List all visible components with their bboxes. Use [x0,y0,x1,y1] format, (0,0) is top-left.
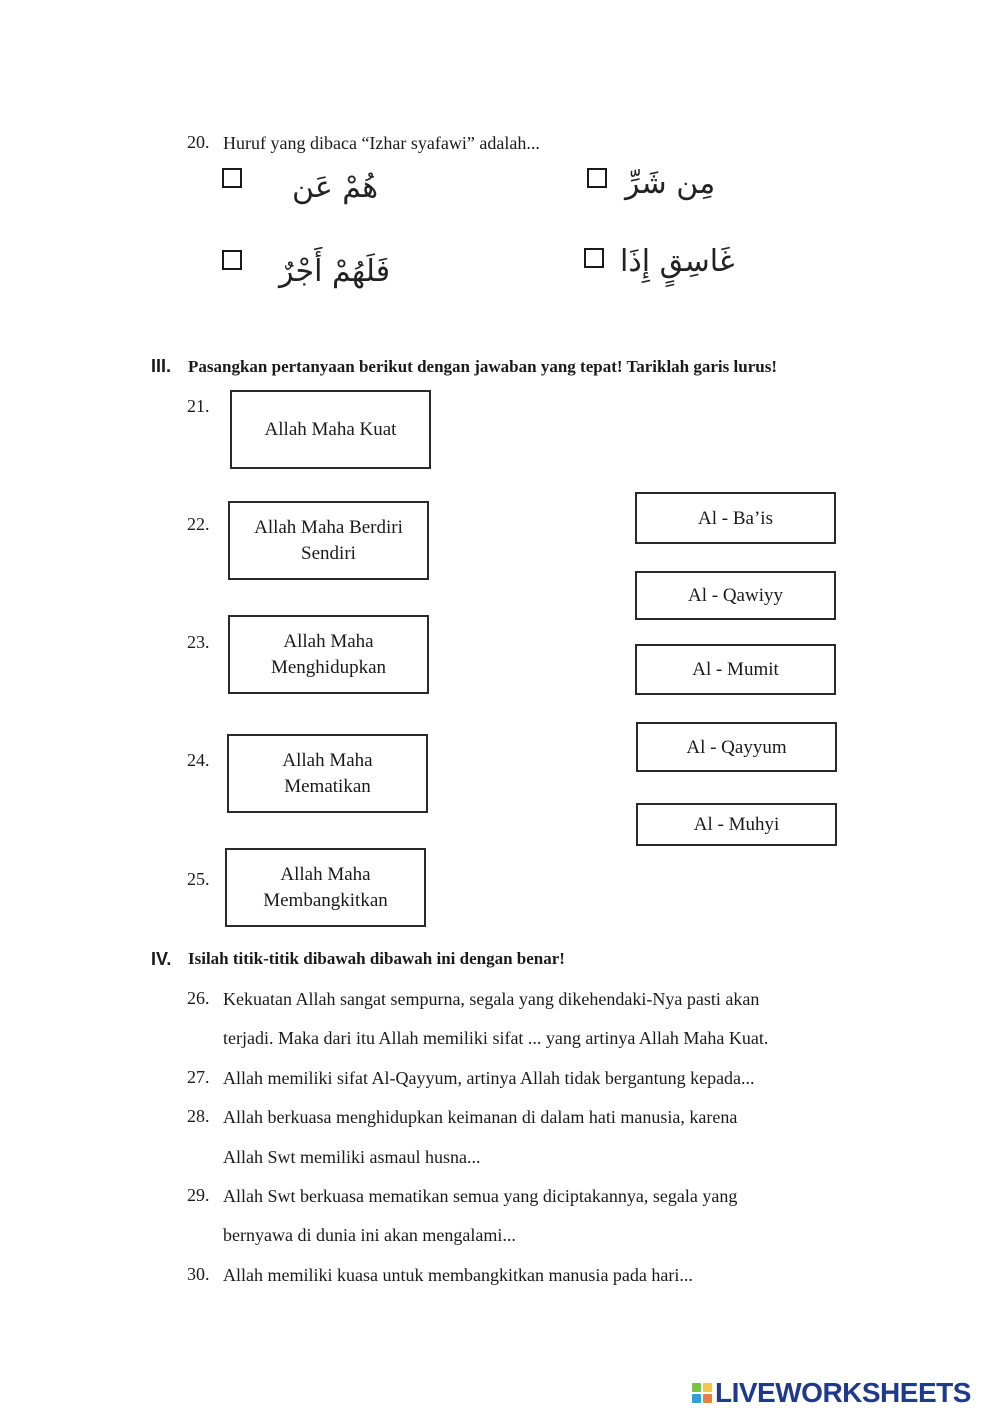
q22-box[interactable] [228,501,429,580]
q21-line1: Allah Maha Kuat [264,418,397,440]
q22-line2: Sendiri [301,542,356,564]
q26-number: 26. [187,988,210,1008]
section3-title: Pasangkan pertanyaan berikut dengan jawaban yang tepat! Tariklah garis lurus! [188,357,777,376]
q22-line1: Allah Maha Berdiri [254,516,403,538]
q25-line2: Membangkitkan [263,889,388,911]
q28-line1: Allah berkuasa menghidupkan keimanan di dalam hati manusia, karena [223,1107,738,1127]
q25-line1: Allah Maha [280,863,371,885]
q21-box[interactable] [230,390,431,469]
q20-option-1-checkbox[interactable] [222,168,242,188]
answer-box-al-qawiyy[interactable] [635,571,836,620]
q29-line1: Allah Swt berkuasa mematikan semua yang diciptakannya, segala yang [223,1186,738,1206]
q20-option-2-arabic: مِن شَرِّ [625,166,716,201]
q24-number: 24. [187,750,210,770]
q23-box[interactable] [228,615,429,694]
section4-title: Isilah titik-titik dibawah dibawah ini dengan benar! [188,949,565,968]
section3-number: III. [151,356,172,376]
q24-box[interactable] [227,734,428,813]
q20-option-1-arabic: هُمْ عَن [292,170,379,205]
answer-al-bais-label: Al - Ba’is [698,508,773,529]
section4-number: IV. [151,949,172,969]
q21-number: 21. [187,396,210,416]
liveworksheets-logo [692,1378,971,1408]
answer-al-qayyum-label: Al - Qayyum [686,737,787,758]
q23-line1: Allah Maha [283,630,374,652]
q20-option-2-checkbox[interactable] [587,168,607,188]
q22-number: 22. [187,514,210,534]
q23-number: 23. [187,632,210,652]
q29-number: 29. [187,1185,210,1205]
answer-al-muhyi-label: Al - Muhyi [693,813,780,835]
answer-al-mumit-label: Al - Mumit [692,658,779,680]
q24-line1: Allah Maha [282,749,373,771]
q27-number: 27. [187,1067,210,1087]
q29-line2: bernyawa di dunia ini akan mengalami... [223,1225,516,1245]
q24-line2: Mematikan [284,775,371,797]
liveworksheets-mark-icon [692,1383,712,1403]
q30-line1: Allah memiliki kuasa untuk membangkitkan manusia pada hari... [223,1265,693,1285]
q20-option-3-checkbox[interactable] [222,250,242,270]
q23-line2: Menghidupkan [270,656,387,678]
liveworksheets-logo-text: LIVEWORKSHEETS [715,1377,971,1408]
q20-option-3-arabic: فَلَهُمْ أَجْرٌ [279,254,391,289]
q20-text: Huruf yang dibaca “Izhar syafawi” adalah... [223,133,540,153]
q25-number: 25. [187,869,210,889]
q30-number: 30. [187,1264,210,1284]
q28-number: 28. [187,1106,210,1126]
q26-line1: Kekuatan Allah sangat sempurna, segala yang dikehendaki-Nya pasti akan [223,989,760,1009]
answer-box-al-muhyi[interactable] [636,803,837,846]
q20-number: 20. [187,132,210,152]
answer-box-al-bais[interactable] [635,492,836,544]
q20-option-4-checkbox[interactable] [584,248,604,268]
answer-al-qawiyy-label: Al - Qawiyy [688,584,783,606]
q28-line2: Allah Swt memiliki asmaul husna... [223,1147,481,1167]
q25-box[interactable] [225,848,426,927]
q26-line2: terjadi. Maka dari itu Allah memiliki sifat ... yang artinya Allah Maha Kuat. [223,1028,769,1048]
q20-option-4-arabic: غَاسِقٍ إِذَا [620,244,735,279]
answer-box-al-qayyum[interactable] [636,722,837,772]
answer-box-al-mumit[interactable] [635,644,836,695]
q27-line1: Allah memiliki sifat Al-Qayyum, artinya Allah tidak bergantung kepada... [223,1068,755,1088]
